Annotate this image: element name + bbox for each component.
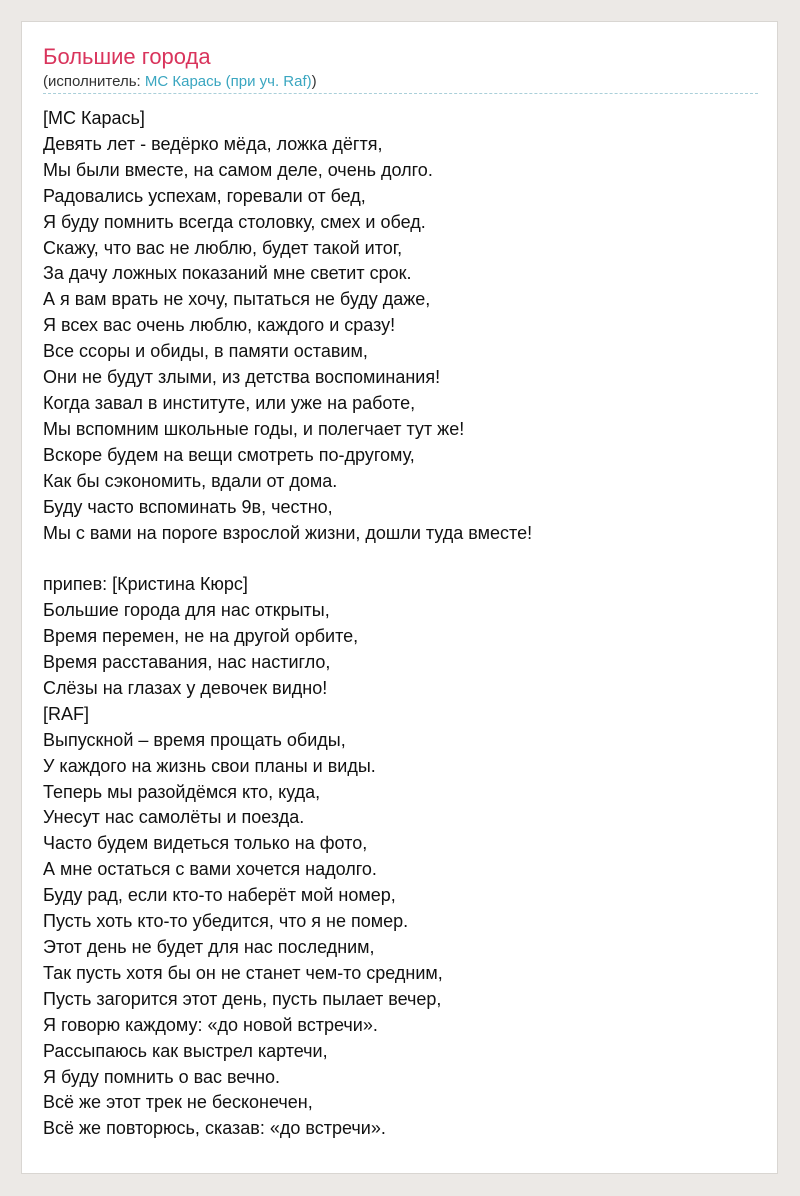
lyric-line: Я говорю каждому: «до новой встречи». — [43, 1014, 378, 1035]
lyric-line: Я всех вас очень люблю, каждого и сразу! — [43, 315, 396, 336]
lyric-line: Я буду помнить о вас вечно. — [43, 1066, 281, 1087]
lyric-line: Всё же повторюсь, сказав: «до встречи». — [43, 1118, 386, 1139]
lyric-line: Они не будут злыми, из детства воспоминания! — [43, 367, 441, 388]
lyric-line: Буду рад, если кто-то наберёт мой номер, — [43, 885, 396, 906]
lyric-line: Я буду помнить всегда столовку, смех и обед. — [43, 211, 426, 232]
lyric-line: Пусть загорится этот день, пусть пылает вечер, — [43, 988, 442, 1009]
lyric-line: Мы были вместе, на самом деле, очень долго. — [43, 159, 433, 180]
lyrics-card — [21, 21, 778, 1174]
lyric-line: Большие города для нас открыты, — [43, 600, 330, 621]
song-title: Большие города — [43, 44, 211, 69]
lyric-line: Радовались успехам, горевали от бед, — [43, 185, 366, 206]
lyric-line: А я вам врать не хочу, пытаться не буду даже, — [43, 289, 431, 310]
performer-suffix: ) — [311, 73, 317, 90]
lyric-line: Рассыпаюсь как выстрел картечи, — [43, 1040, 328, 1061]
lyric-line: Пусть хоть кто-то убедится, что я не помер. — [43, 911, 409, 932]
lyric-line: Когда завал в институте, или уже на работе, — [43, 392, 416, 413]
performer-prefix: (исполнитель: — [43, 73, 145, 90]
lyric-line: Слёзы на глазах у девочек видно! — [43, 677, 328, 698]
stanza-break — [43, 546, 758, 572]
lyric-line: Время расставания, нас настигло, — [43, 652, 331, 673]
lyric-line: [MC Карась] — [43, 108, 145, 128]
lyric-line: Все ссоры и обиды, в памяти оставим, — [43, 341, 368, 362]
lyric-line: Унесут нас самолёты и поезда. — [43, 807, 305, 828]
lyric-line: Выпускной – время прощать обиды, — [43, 729, 346, 750]
lyrics-text — [43, 106, 758, 1142]
lyric-line: Часто будем видеться только на фото, — [43, 833, 368, 854]
lyric-line: Мы вспомним школьные годы, и полегчает тут же! — [43, 418, 465, 439]
lyric-line: Время перемен, не на другой орбите, — [43, 626, 359, 647]
lyric-line: Так пусть хотя бы он не станет чем-то средним, — [43, 962, 443, 983]
lyric-line: Мы с вами на пороге взрослой жизни, дошли туда вместе! — [43, 522, 533, 543]
lyric-line: [RAF] — [43, 703, 90, 724]
title-divider — [43, 93, 758, 94]
lyric-line: Этот день не будет для нас последним, — [43, 937, 375, 957]
lyric-line: Буду часто вспоминать 9в, честно, — [43, 496, 333, 517]
lyric-line: Скажу, что вас не люблю, будет такой итог, — [43, 237, 403, 258]
lyric-line: Вскоре будем на вещи смотреть по-другому, — [43, 444, 415, 465]
performer-line — [43, 72, 317, 92]
lyric-line: Всё же этот трек не бесконечен, — [43, 1092, 313, 1113]
lyric-line: припев: [Кристина Кюрс] — [43, 574, 248, 595]
lyric-line: А мне остаться с вами хочется надолго. — [43, 859, 377, 880]
lyric-line: Девять лет - ведёрко мёда, ложка дёгтя, — [43, 133, 383, 154]
lyric-line: Теперь мы разойдёмся кто, куда, — [43, 781, 321, 802]
lyric-line: Как бы сэкономить, вдали от дома. — [43, 470, 338, 491]
performer-link[interactable]: MC Карась (при уч. Raf) — [144, 73, 312, 90]
lyric-line: За дачу ложных показаний мне светит срок. — [43, 263, 412, 284]
lyric-line: У каждого на жизнь свои планы и виды. — [43, 755, 376, 776]
